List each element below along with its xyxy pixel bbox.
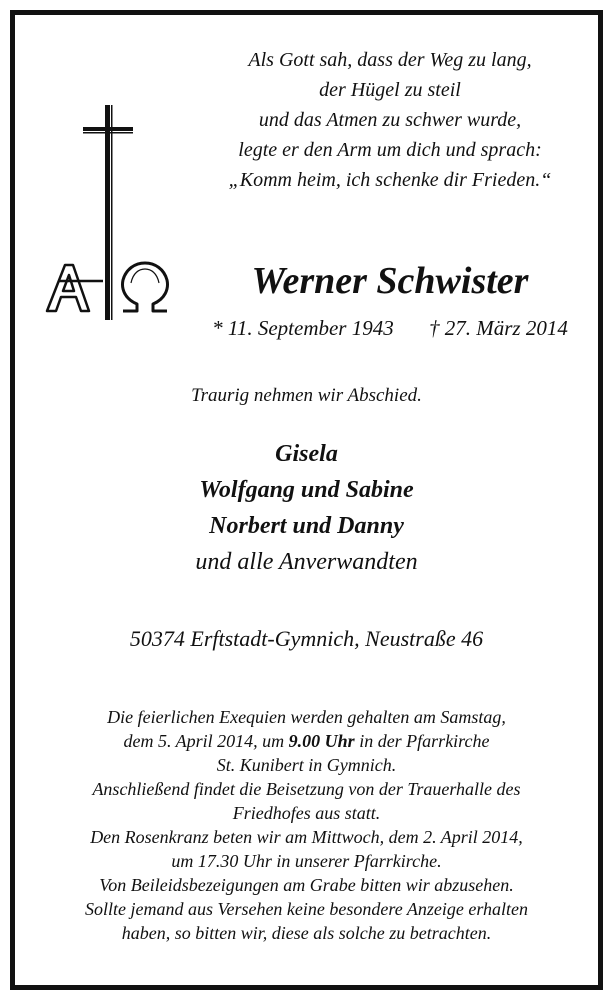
details-line-2-pre: dem 5. April 2014, um [123, 731, 289, 751]
details-line-6: Den Rosenkranz beten wir am Mittwoch, dem 2. April 2014, [90, 827, 523, 847]
life-dates [185, 316, 595, 341]
poem-line-2: der Hügel zu steil [319, 79, 461, 101]
family-line-1: Gisela [275, 441, 338, 467]
mass-time: 9.00 Uhr [288, 731, 355, 751]
poem-line-3: und das Atmen zu schwer wurde, [258, 109, 522, 131]
death-date: † 27. März 2014 [428, 316, 568, 340]
details-line-7: um 17.30 Uhr in unserer Pfarrkirche. [171, 851, 442, 871]
family-line-4: und alle Anverwandten [195, 549, 418, 575]
family-line-2: Wolfgang und Sabine [199, 477, 414, 503]
family-line-3: Norbert und Danny [209, 513, 404, 539]
cross-alpha-omega-icon [45, 105, 180, 335]
poem-line-4: legte er den Arm um dich und sprach: [238, 139, 542, 161]
details-line-8: Von Beileidsbezeigungen am Grabe bitten wir abzusehen. [99, 875, 514, 895]
details-line-2 [15, 731, 598, 752]
address: 50374 Erftstadt-Gymnich, Neustraße 46 [129, 626, 484, 651]
details-line-9: Sollte jemand aus Versehen keine besondere Anzeige erhalten [84, 899, 529, 919]
obituary-frame [10, 10, 603, 990]
poem-line-5: „Komm heim, ich schenke dir Frieden.“ [228, 169, 552, 191]
details-line-3: St. Kunibert in Gymnich. [216, 755, 397, 775]
mourning-line: Traurig nehmen wir Abschied. [191, 385, 422, 406]
details-line-5: Friedhofes aus statt. [232, 803, 381, 823]
details-line-2-post: in der Pfarrkirche [354, 731, 490, 751]
poem-line-1: Als Gott sah, dass der Weg zu lang, [248, 49, 532, 71]
deceased-name: Werner Schwister [251, 260, 529, 302]
birth-date: * 11. September 1943 [212, 316, 394, 340]
details-line-10: haben, so bitten wir, diese als solche zu betrachten. [121, 923, 492, 943]
details-line-4: Anschließend findet die Beisetzung von der Trauerhalle des [92, 779, 521, 799]
details-line-1: Die feierlichen Exequien werden gehalten am Samstag, [107, 707, 506, 727]
